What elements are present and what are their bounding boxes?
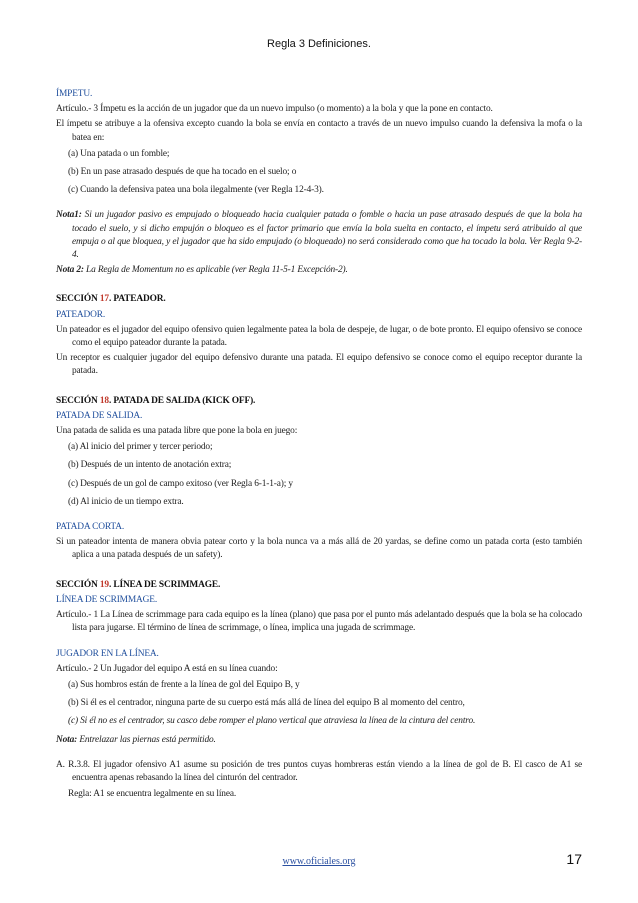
footer-website-link[interactable]: www.oficiales.org: [282, 856, 356, 867]
section-17-number: 17: [99, 294, 109, 305]
section-17-prefix: SECCIÓN: [56, 294, 100, 305]
section-18-prefix: SECCIÓN: [56, 395, 100, 406]
nota-text: Entrelazar las piernas está permitido.: [77, 734, 216, 745]
section-17-title: [56, 293, 582, 306]
nota-1-label: Nota1:: [56, 210, 82, 221]
jugador-linea-item-b: (b) Si él es el centrador, ninguna parte de su cuerpo está más allá de línea del equipo B al momento del centro,: [68, 698, 465, 709]
jugador-linea-heading: JUGADOR EN LA LÍNEA.: [56, 648, 159, 659]
impetu-item-c: (c) Cuando la defensiva patea una bola ilegalmente (ver Regla 12-4-3).: [68, 185, 324, 196]
nota-2-label: Nota 2:: [56, 265, 84, 276]
jugador-linea-item-a: (a) Sus hombros están de frente a la línea de gol del Equipo B, y: [68, 679, 300, 690]
section-19-title: [56, 579, 582, 592]
impetu-item-b: (b) En un pase atrasado después de que ha tocado en el suelo; o: [68, 167, 297, 178]
patada-salida-heading: PATADA DE SALIDA.: [56, 410, 143, 421]
pateador-paragraph-2: Un receptor es cualquier jugador del equipo defensivo durante una patada. El equipo defensivo se conoce como el equipo receptor durante la patada.: [56, 353, 582, 377]
section-17-name: . PATEADOR.: [108, 294, 166, 305]
pateador-paragraph-1: Un pateador es el jugador del equipo ofensivo quien legalmente patea la bola de despeje, de lugar, o de bote pronto. El equipo ofensivo se conoce como el equipo pateador durante la patada.: [56, 324, 582, 349]
section-18-number: 18: [99, 395, 109, 406]
patada-salida-intro: Una patada de salida es una patada libre que pone la bola en juego:: [56, 426, 298, 437]
section-19-name: . LÍNEA DE SCRIMMAGE.: [108, 579, 221, 590]
patada-salida-item-c: (c) Después de un gol de campo exitoso (ver Regla 6-1-1-a); y: [68, 478, 293, 489]
impetu-article-3: Artículo.- 3 Ímpetu es la acción de un jugador que da un nuevo impulso (o momento) a la bola y que la pone en contacto.: [56, 104, 493, 115]
patada-corta-text: Si un pateador intenta de manera obvia patear corto y la bola nunca va a más allá de 20 yardas, se define como un patada corta (esto también aplica a una patada después de un safety).: [56, 537, 582, 561]
patada-corta-heading: PATADA CORTA.: [56, 522, 125, 533]
impetu-item-a: (a) Una patada o un fomble;: [68, 148, 170, 159]
impetu-nota-1: [56, 209, 582, 262]
patada-salida-item-d: (d) Al inicio de un tiempo extra.: [68, 496, 184, 507]
impetu-nota-2: [56, 264, 582, 277]
jugador-linea-nota: [56, 734, 582, 747]
patada-salida-item-a: (a) Al inicio del primer y tercer periodo;: [68, 442, 213, 453]
approved-ruling-text: A. R.3.8. El jugador ofensivo A1 asume su posición de tres puntos cuyas hombreras están viendo a la línea de gol de B. El casco de A1 se encuentra apenas rebasando la línea del cinturón del centrador.: [56, 759, 582, 783]
document-body: [56, 88, 582, 806]
section-19-number: 19: [99, 579, 109, 590]
impetu-definition: El ímpetu se atribuye a la ofensiva excepto cuando la bola se envía en contacto a través de un nuevo impulso cuando la defensiva la mofa o la batea en:: [56, 119, 582, 143]
nota-label: Nota:: [56, 734, 78, 745]
approved-ruling-regla: Regla: A1 se encuentra legalmente en su línea.: [68, 789, 237, 800]
impetu-heading: ÍMPETU.: [56, 89, 93, 99]
patada-salida-item-b: (b) Después de un intento de anotación extra;: [68, 460, 232, 471]
linea-scrimmage-article-1: Artículo.- 1 La Línea de scrimmage para cada equipo es la línea (plano) que pasa por el punto más adelantado después que la bola se ha colocado lista para jugarse. El término de línea de scrimmage, o línea, implica una jugada de scrimmage.: [56, 610, 582, 634]
page-header: Regla 3 Definiciones.: [267, 38, 371, 50]
jugador-linea-article-2: Artículo.- 2 Un Jugador del equipo A está en su línea cuando:: [56, 663, 278, 674]
nota-2-text: La Regla de Momentum no es aplicable (ver Regla 11-5-1 Excepción-2).: [83, 265, 348, 276]
page-number: 17: [566, 851, 582, 867]
jugador-linea-item-c: (c) Si él no es el centrador, su casco debe romper el plano vertical que atraviesa la línea de la cintura del centro.: [68, 716, 476, 727]
section-18-name: . PATADA DE SALIDA (KICK OFF).: [108, 395, 256, 406]
linea-scrimmage-heading: LÍNEA DE SCRIMMAGE.: [56, 594, 158, 605]
pateador-heading: PATEADOR.: [56, 309, 106, 320]
nota-1-text: Si un jugador pasivo es empujado o bloqueado hacia cualquier patada o fomble o hacia un pase atrasado después de que la bola ha tocado el suelo, y si dicho empujón o bloqueo es el factor primario que envía la bola suelta en contacto, el ímpetu será atribuido al que empuja o al que bloquea, y el jugador que ha sido empujado (o bloqueado) no será considerado como que ha tocado la bola. Ver Regla 9-2-4.: [72, 210, 582, 261]
section-18-title: [56, 395, 582, 408]
section-19-prefix: SECCIÓN: [56, 579, 100, 590]
